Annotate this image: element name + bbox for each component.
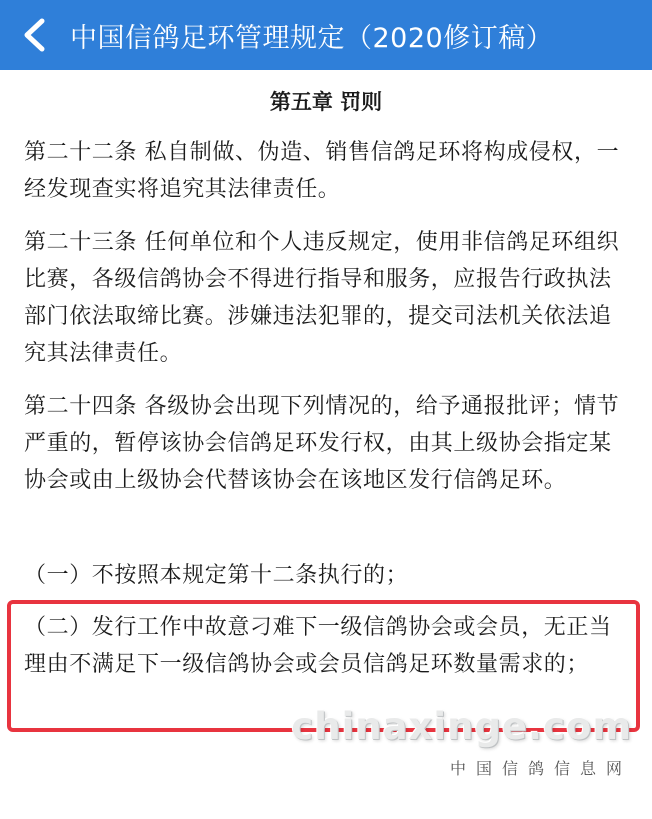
watermark-logo-text: chinaxinge.com — [291, 705, 632, 748]
article-paragraph: 第二十二条 私自制做、伪造、销售信鸽足环将构成侵权，一经发现查实将追究其法律责任。 — [24, 140, 620, 202]
highlight-box — [7, 600, 640, 732]
article-paragraph: 第二十三条 任何单位和个人违反规定，使用非信鸽足环组织比赛，各级信鸽协会不得进行指导和服务，应报告行政执法部门依法取缔比赛。涉嫌违法犯罪的，提交司法机关依法追究其法律责任。 — [24, 230, 620, 366]
title-bar — [0, 0, 652, 70]
article-paragraph-highlighted: （二）发行工作中故意刁难下一级信鸽协会或会员，无正当理由不满足下一级信鸽协会或会员信鸽足环数量需求的； — [24, 615, 612, 677]
chapter-title: 第五章 罚则 — [269, 90, 383, 114]
chevron-left-icon — [21, 18, 47, 52]
article-paragraph: （一）不按照本规定第十二条执行的； — [24, 563, 409, 588]
watermark-site-name: 中国信鸽信息网 — [449, 759, 632, 778]
back-button[interactable] — [10, 0, 58, 70]
article-paragraph: 第二十四条 各级协会出现下列情况的，给予通报批评；情节严重的，暂停该协会信鸽足环发行权，由其上级协会指定某协会或由上级协会代替该协会在该地区发行信鸽足环。 — [24, 394, 620, 493]
page-title: 中国信鸽足环管理规定（2020修订稿） — [70, 22, 554, 54]
